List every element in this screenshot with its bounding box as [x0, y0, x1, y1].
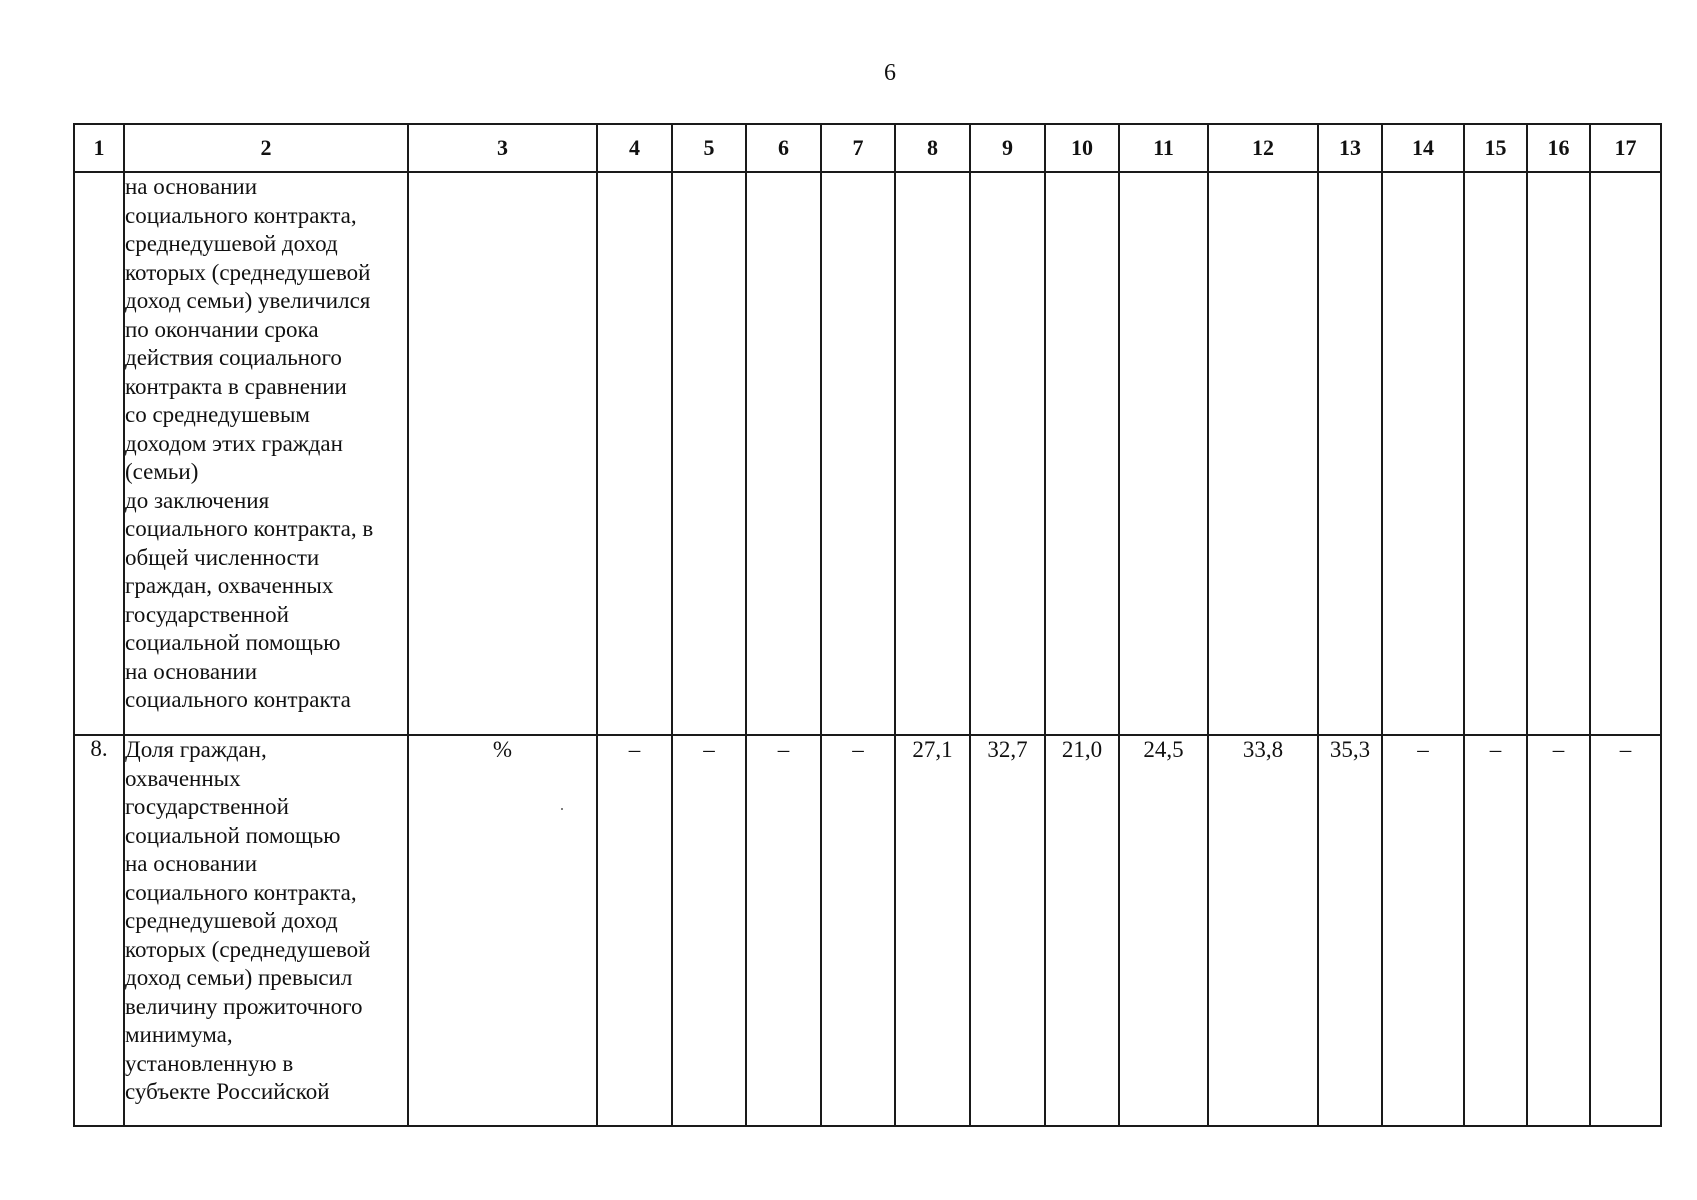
column-header: 12	[1208, 124, 1318, 172]
description-line: по окончании срока	[125, 316, 319, 342]
description-line: субъекте Российской	[125, 1079, 330, 1104]
value-cell: 33,8	[1208, 735, 1318, 1126]
value-cell: 32,7	[970, 735, 1045, 1126]
value-cell	[1045, 172, 1119, 735]
value-cell: –	[821, 735, 895, 1126]
description-line: на основании	[125, 851, 258, 876]
column-number-row	[74, 124, 1661, 172]
description-line: государственной	[125, 794, 289, 819]
indicator-description	[124, 735, 408, 1126]
value-cell: 21,0	[1045, 735, 1119, 1126]
description-line: минимума,	[125, 1022, 233, 1047]
column-header: 10	[1045, 124, 1119, 172]
description-line: действия социального	[125, 345, 342, 370]
value-cell	[1527, 172, 1590, 735]
column-header: 6	[746, 124, 821, 172]
column-header: 5	[672, 124, 746, 172]
value-cell	[895, 172, 970, 735]
description-line: охваченных	[125, 765, 241, 791]
value-cell	[1590, 172, 1661, 735]
value-cell	[1208, 172, 1318, 735]
description-line: со среднедушевым	[125, 402, 310, 427]
value-cell: –	[597, 735, 672, 1126]
description-line: до заключения	[125, 487, 270, 513]
description-line: величину прожиточного	[125, 993, 363, 1019]
description-line: (семьи)	[125, 459, 199, 484]
column-header: 11	[1119, 124, 1208, 172]
column-header: 14	[1382, 124, 1464, 172]
description-line: которых (среднедушевой	[125, 936, 371, 962]
description-line: социального контракта,	[125, 202, 357, 228]
value-cell: –	[746, 735, 821, 1126]
description-line: на основании	[125, 658, 258, 684]
value-cell: –	[1382, 735, 1464, 1126]
value-cell	[1382, 172, 1464, 735]
column-header: 17	[1590, 124, 1661, 172]
description-line: общей численности	[125, 544, 320, 570]
column-header: 13	[1318, 124, 1382, 172]
description-line: установленную в	[125, 1050, 294, 1076]
column-header: 16	[1527, 124, 1590, 172]
column-header: 8	[895, 124, 970, 172]
value-cell	[821, 172, 895, 735]
description-line: среднедушевой доход	[125, 231, 338, 256]
value-cell	[1318, 172, 1382, 735]
value-cell	[746, 172, 821, 735]
value-cell: –	[1590, 735, 1661, 1126]
row-index	[74, 172, 124, 735]
row-index: 8.	[74, 735, 124, 1126]
value-cell	[970, 172, 1045, 735]
description-line: доход семьи) увеличился	[125, 288, 371, 313]
value-cell	[672, 172, 746, 735]
unit-cell: %	[408, 735, 597, 1126]
column-header: 9	[970, 124, 1045, 172]
column-header: 7	[821, 124, 895, 172]
value-cell: –	[672, 735, 746, 1126]
description-line: доход семьи) превысил	[125, 965, 353, 990]
column-header: 4	[597, 124, 672, 172]
value-cell	[597, 172, 672, 735]
column-header: 15	[1464, 124, 1527, 172]
scan-speck	[561, 808, 563, 810]
description-line: на основании	[125, 174, 258, 199]
value-cell: –	[1527, 735, 1590, 1126]
description-line: контракта в сравнении	[125, 373, 347, 399]
table-row-continuation	[74, 172, 1661, 735]
description-line: граждан, охваченных	[125, 573, 334, 598]
indicator-table	[73, 123, 1662, 1127]
value-cell	[1119, 172, 1208, 735]
value-cell: 35,3	[1318, 735, 1382, 1126]
page-number: 6	[884, 60, 896, 86]
description-line: социального контракта,	[125, 879, 357, 905]
value-cell: –	[1464, 735, 1527, 1126]
description-line: которых (среднедушевой	[125, 259, 371, 285]
description-line: социальной помощью	[125, 822, 341, 848]
value-cell: 24,5	[1119, 735, 1208, 1126]
description-line: государственной	[125, 601, 289, 627]
value-cell	[1464, 172, 1527, 735]
column-header: 2	[124, 124, 408, 172]
description-line: среднедушевой доход	[125, 908, 338, 933]
description-line: социального контракта	[125, 687, 351, 712]
description-line: социальной помощью	[125, 630, 341, 655]
column-header: 3	[408, 124, 597, 172]
description-line: Доля граждан,	[125, 737, 267, 762]
unit-cell	[408, 172, 597, 735]
indicator-description	[124, 172, 408, 735]
description-line: доходом этих граждан	[125, 430, 343, 456]
description-line: социального контракта, в	[125, 516, 374, 541]
column-header: 1	[74, 124, 124, 172]
table-row-8	[74, 735, 1661, 1126]
value-cell: 27,1	[895, 735, 970, 1126]
